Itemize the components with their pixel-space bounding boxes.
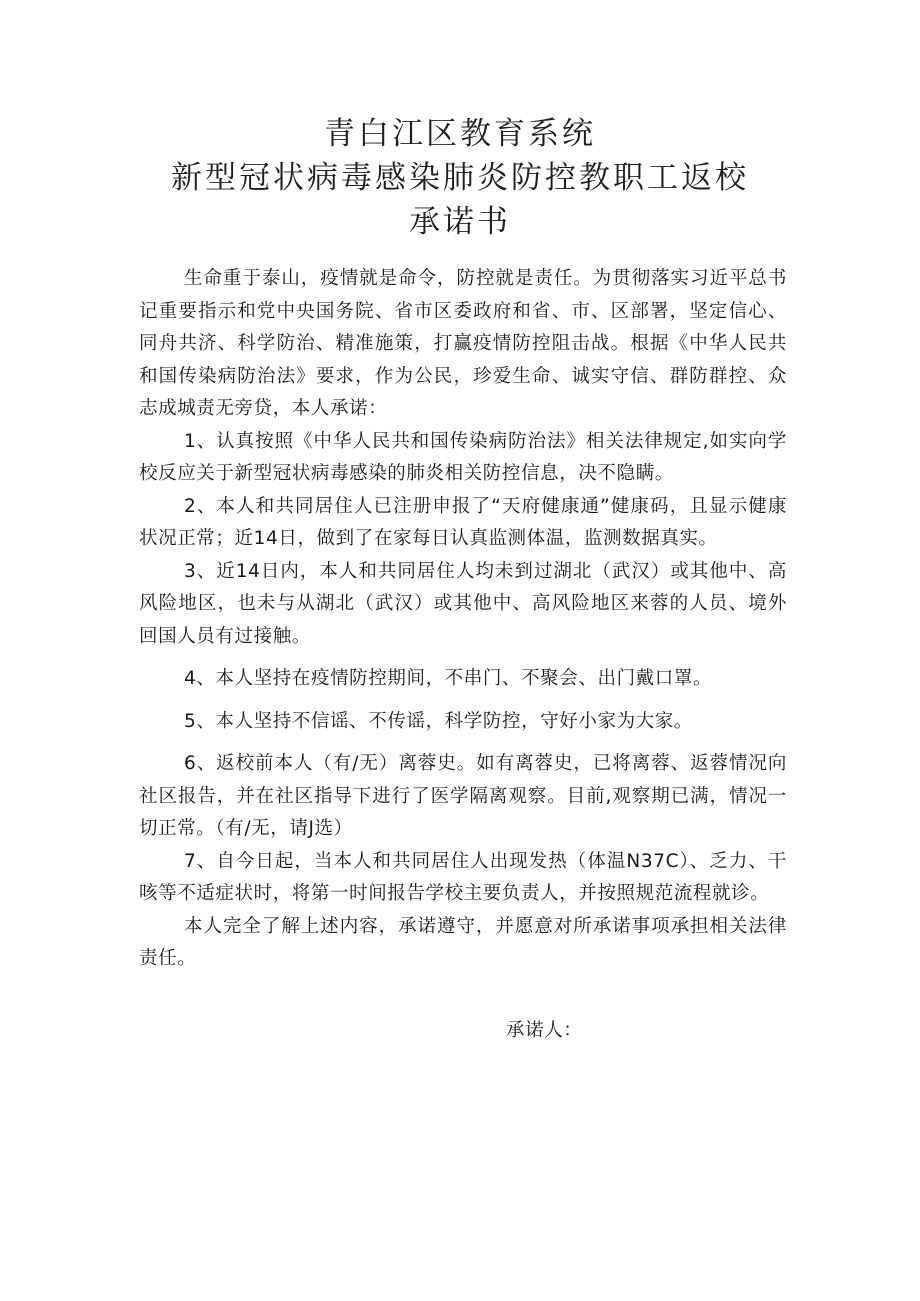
pledge-item-4: 4、本人坚持在疫情防控期间，不串门、不聚会、出门戴口罩。 (184, 668, 713, 689)
pledge-item-5: 5、本人坚持不信谣、不传谣，科学防控，守好小家为大家。 (184, 710, 693, 732)
pledge-item-6: 6、返校前本人（有/无）离蓉史。如有离蓉史，已将离蓉、返蓉情况向社区报告，并在社区指导下进行了医学隔离观察。目前,观察期已满，情况一切正常。（有/无，请J选） (139, 753, 787, 839)
document-body (139, 263, 787, 976)
intro-paragraph: 生命重于泰山，疫情就是命令，防控就是责任。为贯彻落实习近平总书记重要指示和党中央国务院、省市区委政府和省、市、区部署，坚定信心、同舟共济、科学防治、精准施策，打赢疫情防控阻击战。根据《中华人民共和国传染病防治法》要求，作为公民，珍爱生命、诚实守信、群防群控、众志成城责无旁贷，本人承诺： (139, 268, 787, 419)
pledge-item-7: 7、自今日起，当本人和共同居住人出现发热（体温N37C）、乏力、干咳等不适症状时，将第一时间报告学校主要负责人，并按照规范流程就诊。 (139, 850, 787, 904)
title-line-doc-type: 承诺书 (409, 204, 511, 240)
pledge-item-2: 2、本人和共同居住人已注册申报了“天府健康通”健康码，且显示健康状况正常；近14日，做到了在家每日认真监测体温，监测数据真实。 (139, 495, 787, 549)
title-line-org: 青白江区教育系统 (324, 116, 596, 152)
signature-label: 承诺人： (506, 1020, 583, 1041)
document-title (0, 112, 920, 244)
pledge-item-1: 1、认真按照《中华人民共和国传染病防治法》相关法律规定,如实向学校反应关于新型冠状病毒感染的肺炎相关防控信息，决不隐瞒。 (139, 430, 787, 484)
pledge-item-3: 3、近14日内，本人和共同居住人均未到过湖北（武汉）或其他中、高风险地区，也未与从湖北（武汉）或其他中、高风险地区来蓉的人员、境外回国人员有过接触。 (139, 560, 787, 647)
closing-paragraph: 本人完全了解上述内容，承诺遵守，并愿意对所承诺事项承担相关法律责任。 (139, 915, 787, 969)
title-line-subject: 新型冠状病毒感染肺炎防控教职工返校 (171, 160, 749, 196)
